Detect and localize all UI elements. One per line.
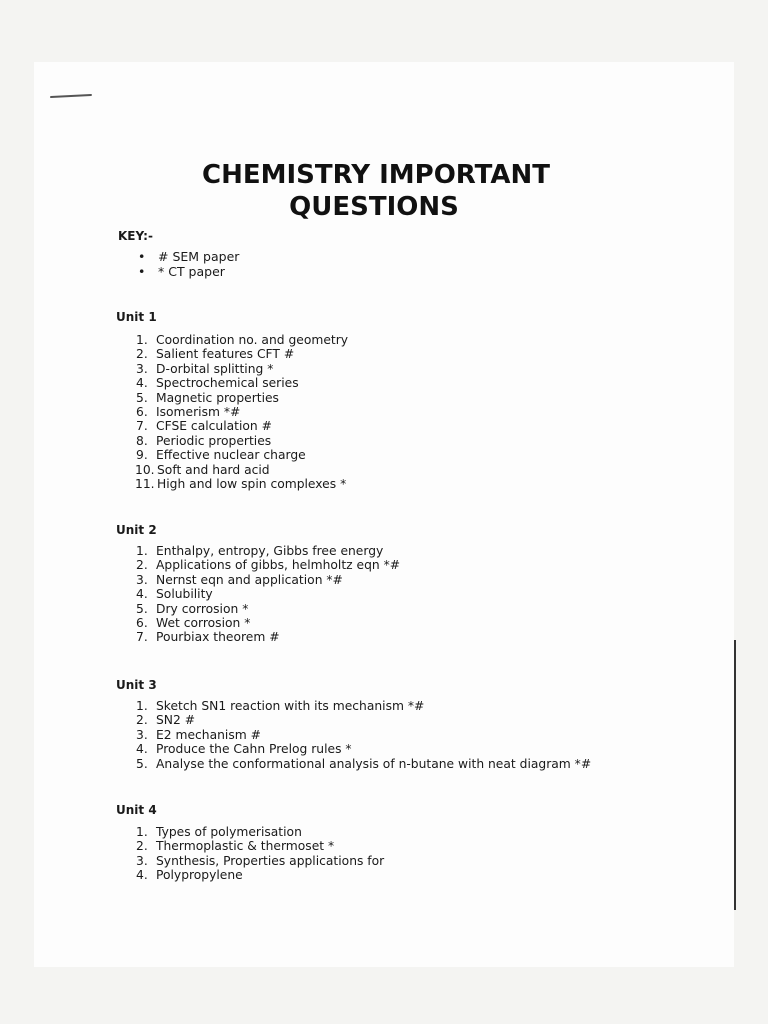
key-label: KEY:-: [118, 229, 153, 243]
list-item: 3. D-orbital splitting *: [136, 361, 274, 376]
unit-4-list: [136, 825, 384, 883]
list-item: 5. Magnetic properties: [136, 390, 279, 405]
list-item: 11. High and low spin complexes *: [135, 477, 347, 492]
unit-2-list: [136, 544, 400, 645]
unit-1-heading: Unit 1: [116, 310, 157, 324]
list-item: 2. Thermoplastic & thermoset *: [136, 839, 335, 854]
list-item: 1. Enthalpy, entropy, Gibbs free energy: [136, 544, 384, 558]
list-item: 4. Produce the Cahn Prelog rules *: [136, 742, 352, 757]
list-item: 2. Salient features CFT #: [136, 347, 295, 362]
unit-2-heading: Unit 2: [116, 523, 157, 537]
list-item: 7. Pourbiax theorem #: [136, 630, 280, 645]
unit-4-heading: Unit 4: [116, 803, 157, 817]
list-item: 5. Dry corrosion *: [136, 601, 249, 616]
list-item: 3. E2 mechanism #: [136, 727, 261, 742]
key-item-ct: • * CT paper: [138, 264, 239, 279]
document-title-line-1: CHEMISTRY IMPORTANT: [202, 160, 550, 190]
list-item: 5. Analyse the conformational analysis of n-butane with neat diagram *#: [136, 756, 592, 771]
unit-1-list: [136, 333, 348, 491]
list-item: 8. Periodic properties: [136, 433, 272, 448]
list-item: 7. CFSE calculation #: [136, 419, 272, 434]
list-item: 1. Types of polymerisation: [136, 825, 302, 839]
list-item: 6. Wet corrosion *: [136, 616, 251, 631]
unit-3-list: [136, 699, 591, 771]
list-item: 2. Applications of gibbs, helmholtz eqn *#: [136, 558, 401, 573]
scan-edge-line: [734, 640, 736, 910]
list-item: 4. Spectrochemical series: [136, 376, 299, 391]
unit-3-heading: Unit 3: [116, 678, 157, 692]
list-item: 9. Effective nuclear charge: [136, 448, 306, 463]
key-list: [138, 249, 239, 279]
list-item: 2. SN2 #: [136, 713, 196, 728]
list-item: 10. Soft and hard acid: [135, 462, 270, 477]
list-item: 4. Solubility: [136, 587, 213, 602]
key-item-sem: • # SEM paper: [138, 249, 239, 264]
list-item: 6. Isomerism *#: [136, 405, 241, 420]
list-item: 3. Synthesis, Properties applications for: [136, 853, 385, 868]
list-item: 1. Coordination no. and geometry: [136, 333, 349, 347]
document-title-line-2: QUESTIONS: [289, 192, 459, 222]
list-item: 4. Polypropylene: [136, 868, 243, 883]
list-item: 1. Sketch SN1 reaction with its mechanism *#: [136, 699, 425, 713]
list-item: 3. Nernst eqn and application *#: [136, 572, 343, 587]
